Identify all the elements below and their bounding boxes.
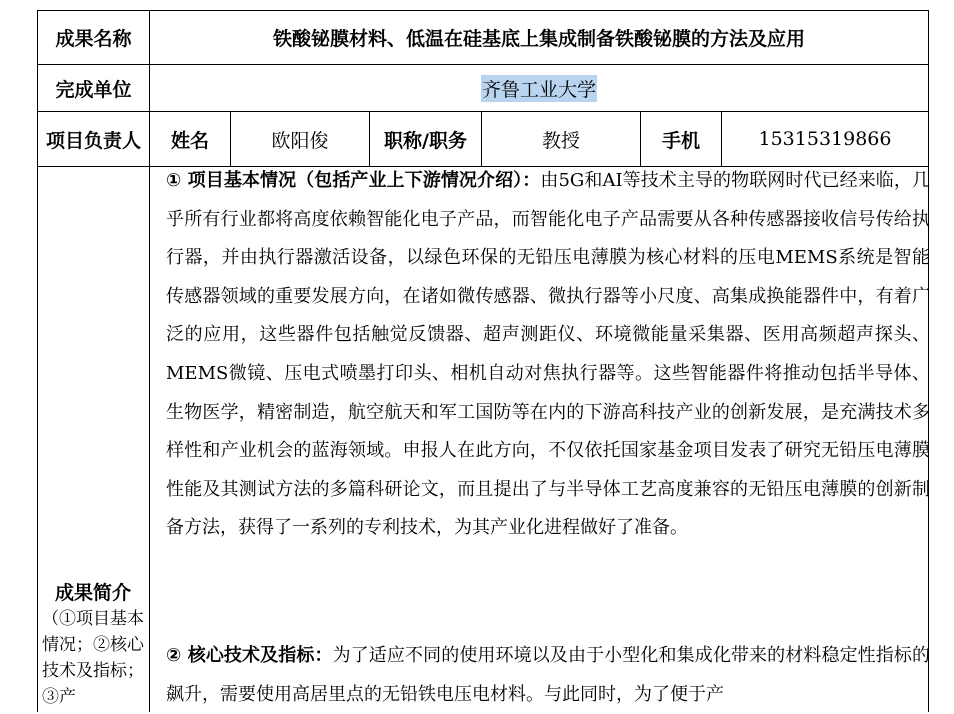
name-value: 欧阳俊 (271, 129, 329, 152)
phone-value: 15315319866 (758, 128, 892, 150)
phone-label: 手机 (661, 129, 700, 152)
summary-paragraph-1 (166, 162, 930, 548)
summary-label: 成果简介 (54, 582, 131, 604)
title-value: 教授 (541, 129, 580, 152)
paragraph-2-body: 为了适应不同的使用环境以及由于小型化和集成化带来的材料稳定性指标的飙升，需要使用高居里点的无铅铁电压电材料。与此同时，为了便于产 (166, 645, 930, 705)
leader-label: 项目负责人 (45, 129, 141, 152)
summary-description: （①项目基本情况；②核心技术及指标；③产 (42, 609, 144, 707)
name-label: 姓名 (170, 129, 209, 152)
title-label: 职称/职务 (384, 129, 467, 152)
paragraph-1-body: 由5G和AI等技术主导的物联网时代已经来临，几乎所有行业都将高度依赖智能化电子产品，而智能化电子产品需要从各种传感器接收信号传给执行器，并由执行器激活设备，以绿色环保的无铅压电薄膜为核心材料的压电MEMS系统是智能传感器领域的重要发展方向，在诸如微传感器、微执行器等小尺度、高集成换能器件中，有着广泛的应用，这些器件包括触觉反馈器、超声测距仪、环境微能量采集器、医用高频超声探头、MEMS微镜、压电式喷墨打印头、相机自动对焦执行器等。这些智能器件将推动包括半导体、生物医学，精密制造，航空航天和军工国防等在内的下游高科技产业的创新发展，是充满技术多样性和产业机会的蓝海领域。申报人在此方向，不仅依托国家基金项目发表了研究无铅压电薄膜性能及其测试方法的多篇科研论文，而且提出了与半导体工艺高度兼容的无铅压电薄膜的创新制备方法，获得了一系列的专利技术，为其产业化进程做好了准备。 (166, 170, 930, 539)
summary-paragraph-2 (166, 637, 930, 714)
unit-label: 完成单位 (55, 78, 132, 101)
summary-side-label (38, 580, 148, 710)
paragraph-1-heading: ① 项目基本情况（包括产业上下游情况介绍）： (166, 170, 541, 191)
achievement-name-value: 铁酸铋膜材料、低温在硅基底上集成制备铁酸铋膜的方法及应用 (272, 28, 805, 50)
unit-value-cell (150, 65, 928, 111)
unit-value: 齐鲁工业大学 (481, 75, 597, 102)
achievement-name-label: 成果名称 (55, 28, 132, 50)
paragraph-2-heading: ② 核心技术及指标： (166, 645, 333, 666)
